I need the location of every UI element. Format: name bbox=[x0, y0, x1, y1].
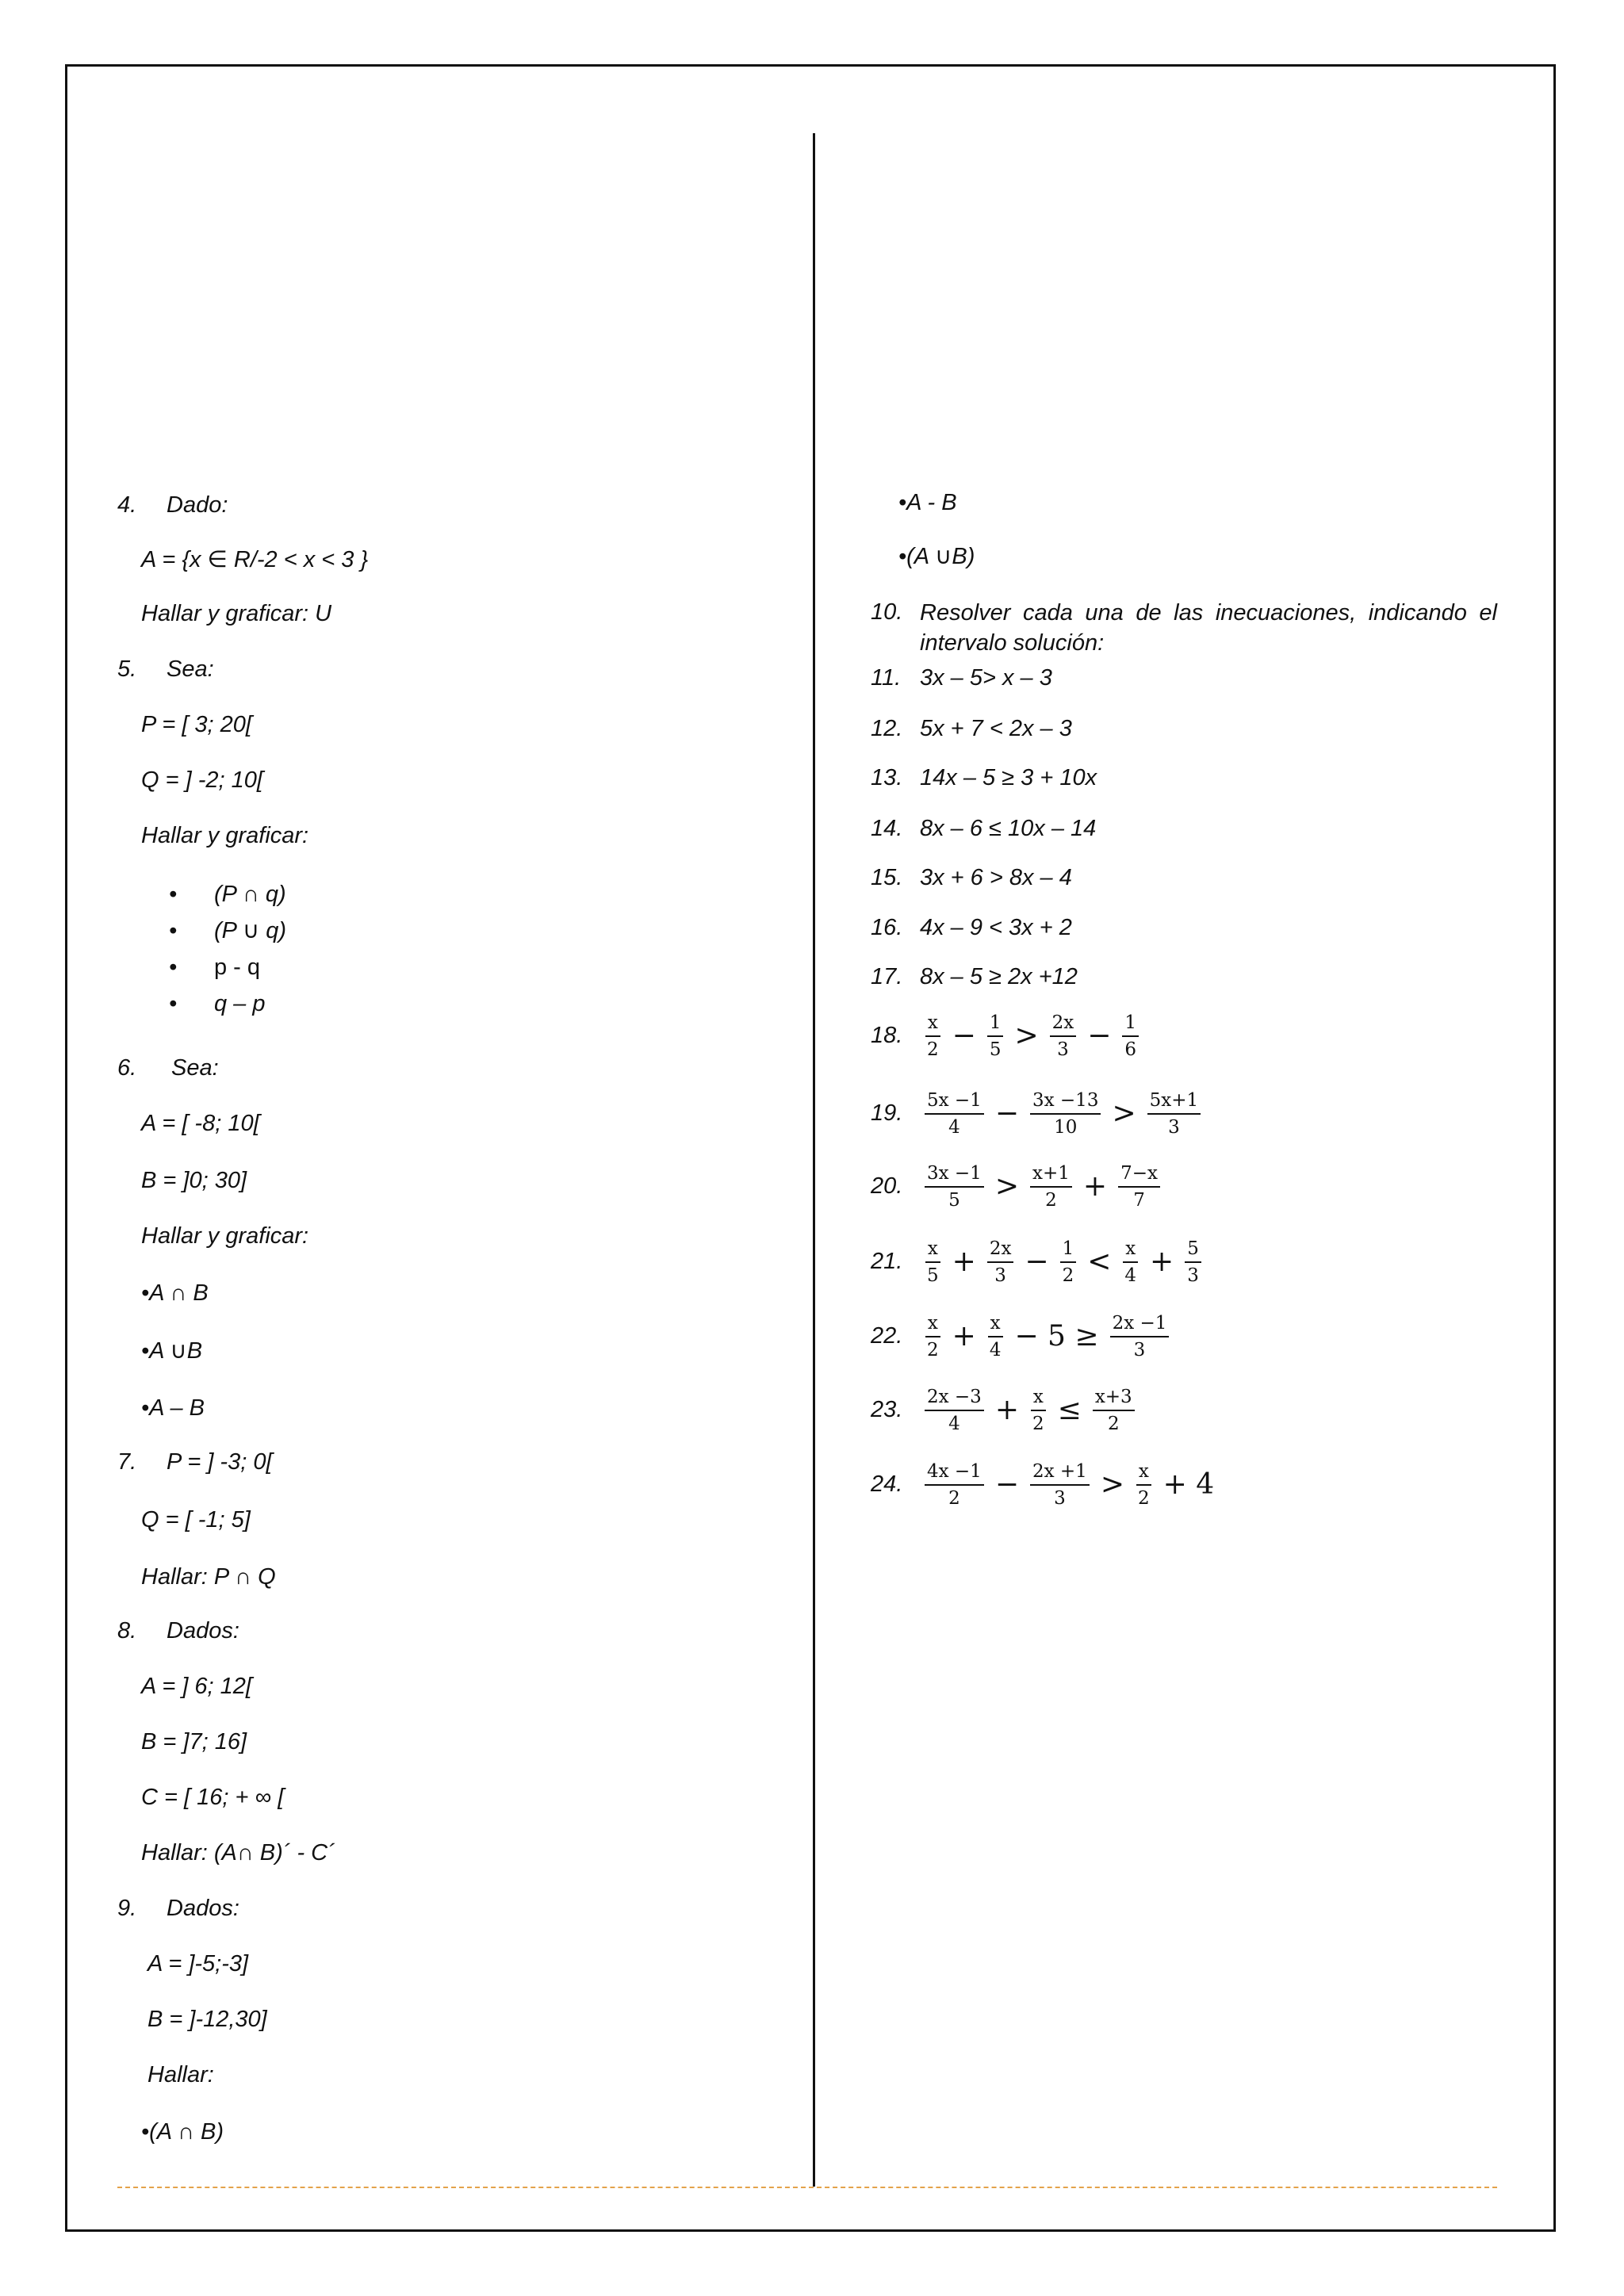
q7-set-q: Q = [ -1; 5] bbox=[141, 1507, 251, 1533]
q5-bullet-1: (P ∩ q) bbox=[214, 882, 286, 907]
fraction: $\frac{x}{2}$ bbox=[925, 1012, 941, 1061]
q11-number: 11. bbox=[871, 665, 902, 691]
q13-number: 13. bbox=[871, 765, 903, 790]
fraction: $\frac{x+1}{2}$ bbox=[1030, 1163, 1072, 1211]
q22-number: 22. bbox=[871, 1323, 903, 1349]
q10-instruction: Resolver cada una de las inecuaciones, indicando el intervalo solución: bbox=[920, 600, 1497, 656]
q5-heading: Sea: bbox=[167, 656, 214, 682]
q9-set-b: B = ]-12,30] bbox=[147, 2007, 267, 2032]
q8-instruction: Hallar: (A∩ B)´ - C´ bbox=[141, 1840, 335, 1866]
q5-set-q: Q = ] -2; 10[ bbox=[141, 767, 263, 793]
q19-number: 19. bbox=[871, 1100, 903, 1126]
q6-set-b: B = ]0; 30] bbox=[141, 1168, 247, 1193]
q7-set-p: P = ] -3; 0[ bbox=[167, 1449, 273, 1475]
fraction: $\frac{5x -1}{4}$ bbox=[925, 1090, 984, 1138]
q9-number: 9. bbox=[117, 1896, 137, 1921]
q5-bullet-4: q – p bbox=[214, 991, 266, 1016]
q19-inequality: $\frac{5x -1}{4}$ − $\frac{3x -13}{10}$ > $\frac{5x+1}{3}$ bbox=[920, 1078, 1205, 1150]
fraction: $\frac{x}{4}$ bbox=[987, 1313, 1004, 1361]
q16-number: 16. bbox=[871, 915, 903, 940]
fraction: $\frac{4x -1}{2}$ bbox=[925, 1461, 984, 1510]
bullet-dot: • bbox=[169, 991, 178, 1016]
q8-set-b: B = ]7; 16] bbox=[141, 1729, 247, 1755]
q6-number: 6. bbox=[117, 1055, 137, 1081]
q5-bullet-3: p - q bbox=[214, 955, 261, 980]
fraction: $\frac{x}{2}$ bbox=[1030, 1387, 1047, 1435]
q22-inequality: $\frac{x}{2}$ + $\frac{x}{4}$ − 5 ≥ $\frac{2x -1}{3}$ bbox=[920, 1301, 1174, 1372]
q24-inequality: $\frac{4x -1}{2}$ − $\frac{2x +1}{3}$ > $\frac{x}{2}$ + 4 bbox=[920, 1449, 1220, 1521]
q10-number: 10. bbox=[871, 599, 903, 625]
q6-item-3: •A – B bbox=[141, 1395, 205, 1421]
q5-bullet-2: (P ∪ q) bbox=[214, 918, 287, 943]
q8-number: 8. bbox=[117, 1618, 137, 1644]
q21-number: 21. bbox=[871, 1249, 903, 1274]
fraction: $\frac{3x -13}{10}$ bbox=[1030, 1090, 1101, 1138]
q12-number: 12. bbox=[871, 716, 903, 741]
fraction: $\frac{5}{3}$ bbox=[1185, 1238, 1201, 1287]
q15-number: 15. bbox=[871, 865, 903, 890]
q6-heading: Sea: bbox=[171, 1055, 219, 1081]
fraction: $\frac{7-x}{7}$ bbox=[1118, 1163, 1160, 1211]
bullet-dot: • bbox=[169, 882, 178, 907]
q6-item-2: •A ∪B bbox=[141, 1338, 203, 1364]
q8-set-a: A = ] 6; 12[ bbox=[141, 1674, 252, 1699]
q17-number: 17. bbox=[871, 964, 903, 989]
fraction: $\frac{3x -1}{5}$ bbox=[925, 1163, 984, 1211]
fraction: $\frac{5x+1}{3}$ bbox=[1147, 1090, 1201, 1138]
q11-inequality: 3x – 5> x – 3 bbox=[920, 665, 1052, 691]
q9-item-2: •A - B bbox=[898, 490, 957, 515]
q14-number: 14. bbox=[871, 816, 903, 841]
q4-instruction: Hallar y graficar: U bbox=[141, 601, 332, 626]
fraction: $\frac{2x}{3}$ bbox=[987, 1238, 1014, 1287]
fraction: $\frac{x}{5}$ bbox=[925, 1238, 941, 1287]
fraction: $\frac{x}{2}$ bbox=[925, 1313, 941, 1361]
q20-inequality: $\frac{3x -1}{5}$ > $\frac{x+1}{2}$ + $\frac{7-x}{7}$ bbox=[920, 1151, 1165, 1223]
q7-instruction: Hallar: P ∩ Q bbox=[141, 1564, 276, 1590]
q24-number: 24. bbox=[871, 1471, 903, 1497]
footer-dashed-rule bbox=[117, 2187, 1497, 2188]
bullet-dot: • bbox=[169, 955, 178, 980]
fraction: $\frac{x}{4}$ bbox=[1122, 1238, 1139, 1287]
q6-instruction: Hallar y graficar: bbox=[141, 1223, 309, 1249]
q8-heading: Dados: bbox=[167, 1618, 239, 1644]
fraction: $\frac{2x -1}{3}$ bbox=[1110, 1313, 1170, 1361]
q12-inequality: 5x + 7 < 2x – 3 bbox=[920, 716, 1072, 741]
q23-number: 23. bbox=[871, 1397, 903, 1422]
q15-inequality: 3x + 6 > 8x – 4 bbox=[920, 865, 1072, 890]
q5-number: 5. bbox=[117, 656, 137, 682]
q6-item-1: •A ∩ B bbox=[141, 1280, 209, 1306]
q5-instruction: Hallar y graficar: bbox=[141, 823, 309, 848]
q9-item-3: •(A ∪B) bbox=[898, 544, 975, 569]
q14-inequality: 8x – 6 ≤ 10x – 14 bbox=[920, 816, 1097, 841]
fraction: $\frac{x+3}{2}$ bbox=[1093, 1387, 1135, 1435]
fraction: $\frac{2x -3}{4}$ bbox=[925, 1387, 984, 1435]
q4-heading: Dado: bbox=[167, 492, 228, 518]
bullet-dot: • bbox=[169, 918, 178, 943]
fraction: $\frac{2x}{3}$ bbox=[1050, 1012, 1077, 1061]
q16-inequality: 4x – 9 < 3x + 2 bbox=[920, 915, 1072, 940]
q6-set-a: A = [ -8; 10[ bbox=[141, 1111, 260, 1136]
fraction: $\frac{1}{2}$ bbox=[1060, 1238, 1077, 1287]
q17-inequality: 8x – 5 ≥ 2x +12 bbox=[920, 964, 1078, 989]
q9-set-a: A = ]-5;-3] bbox=[147, 1951, 249, 1976]
fraction: $\frac{2x +1}{3}$ bbox=[1030, 1461, 1090, 1510]
fraction: $\frac{1}{5}$ bbox=[987, 1012, 1004, 1061]
q9-instruction: Hallar: bbox=[147, 2062, 214, 2087]
q4-number: 4. bbox=[117, 492, 137, 518]
q9-heading: Dados: bbox=[167, 1896, 239, 1921]
q9-item-1: •(A ∩ B) bbox=[141, 2119, 224, 2145]
fraction: $\frac{x}{2}$ bbox=[1136, 1461, 1152, 1510]
q8-set-c: C = [ 16; + ∞ [ bbox=[141, 1785, 285, 1810]
q7-number: 7. bbox=[117, 1449, 137, 1475]
q4-set-a: A = {x ∈ R/-2 < x < 3 } bbox=[141, 547, 369, 572]
q20-number: 20. bbox=[871, 1173, 903, 1199]
q18-inequality: $\frac{x}{2}$ − $\frac{1}{5}$ > $\frac{2x}{3}$ − $\frac{1}{6}$ bbox=[920, 1001, 1143, 1072]
q21-inequality: $\frac{x}{5}$ + $\frac{2x}{3}$ − $\frac{1}{2}$ < $\frac{x}{4}$ + $\frac{5}{3}$ bbox=[920, 1226, 1206, 1298]
column-divider bbox=[813, 133, 815, 2187]
q23-inequality: $\frac{2x -3}{4}$ + $\frac{x}{2}$ ≤ $\frac{x+3}{2}$ bbox=[920, 1375, 1139, 1446]
q5-set-p: P = [ 3; 20[ bbox=[141, 712, 252, 737]
fraction: $\frac{1}{6}$ bbox=[1122, 1012, 1139, 1061]
page-border bbox=[65, 64, 1556, 2232]
q13-inequality: 14x – 5 ≥ 3 + 10x bbox=[920, 765, 1097, 790]
q18-number: 18. bbox=[871, 1023, 903, 1048]
